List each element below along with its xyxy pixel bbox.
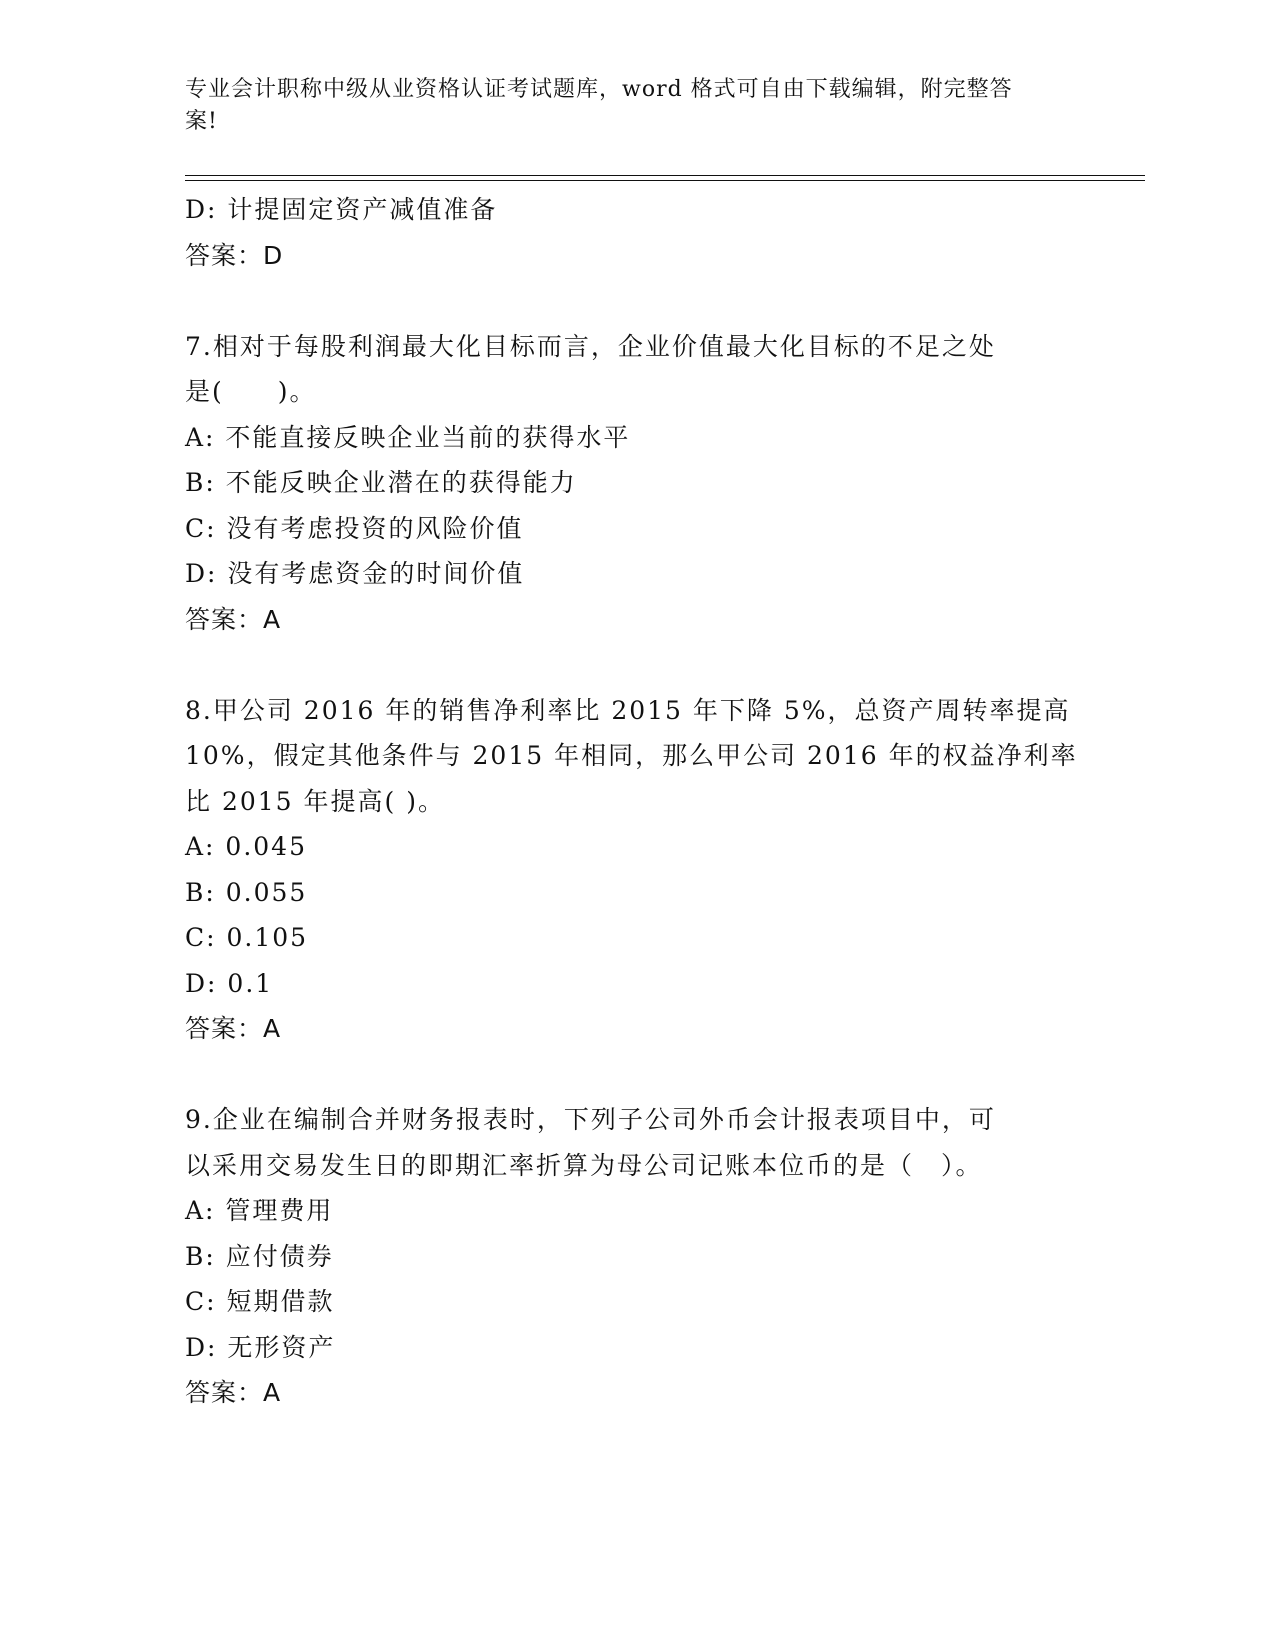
question-9-answer: 答案：A	[185, 1378, 282, 1407]
question-9-option-c: C: 短期借款	[185, 1287, 335, 1316]
question-8	[185, 688, 1085, 1052]
question-8-text-line-1: 8.甲公司 2016 年的销售净利率比 2015 年下降 5%，总资产周转率提高	[185, 695, 1071, 725]
question-8-option-c: C: 0.105	[185, 923, 309, 952]
spacer	[185, 278, 1085, 324]
question-9-option-b: B: 应付债券	[185, 1241, 334, 1271]
header-line-2: 案!	[185, 109, 218, 134]
prev-option-d: D: 计提固定资产减值准备	[185, 195, 498, 224]
question-7-option-a: A: 不能直接反映企业当前的获得水平	[185, 422, 631, 452]
question-7-answer: 答案：A	[185, 604, 282, 634]
question-9	[185, 1097, 1085, 1416]
spacer	[185, 1052, 1085, 1098]
header-divider-thin	[185, 180, 1145, 181]
prev-answer: 答案：D	[185, 240, 284, 270]
header-divider-thick	[185, 175, 1145, 176]
question-7-text-line-1: 7.相对于每股利润最大化目标而言，企业价值最大化目标的不足之处	[185, 331, 996, 361]
question-8-answer: 答案：A	[185, 1014, 282, 1043]
question-7-option-d: D: 没有考虑资金的时间价值	[185, 559, 525, 588]
question-7-option-b: B: 不能反映企业潜在的获得能力	[185, 468, 577, 497]
spacer	[185, 642, 1085, 688]
question-7	[185, 324, 1085, 643]
question-content	[185, 187, 1085, 1416]
question-9-option-a: A: 管理费用	[185, 1196, 334, 1225]
page-header	[185, 74, 1065, 138]
question-9-text-line-1: 9.企业在编制合并财务报表时，下列子公司外币会计报表项目中，可	[185, 1105, 996, 1134]
question-7-option-c: C: 没有考虑投资的风险价值	[185, 513, 524, 543]
question-9-text-line-2: 以采用交易发生日的即期汇率折算为母公司记账本位币的是（ ）。	[185, 1150, 983, 1180]
question-9-option-d: D: 无形资产	[185, 1332, 336, 1362]
question-8-text-line-2: 10%，假定其他条件与 2015 年相同，那么甲公司 2016 年的权益净利率	[185, 741, 1078, 770]
question-7-text-line-2: 是( )。	[185, 377, 317, 406]
question-8-option-a: A: 0.045	[185, 832, 307, 861]
header-line-1: 专业会计职称中级从业资格认证考试题库，word 格式可自由下载编辑，附完整答	[185, 77, 1013, 102]
question-8-text-line-3: 比 2015 年提高( )。	[185, 786, 445, 816]
question-8-option-d: D: 0.1	[185, 968, 274, 998]
question-8-option-b: B: 0.055	[185, 877, 308, 907]
